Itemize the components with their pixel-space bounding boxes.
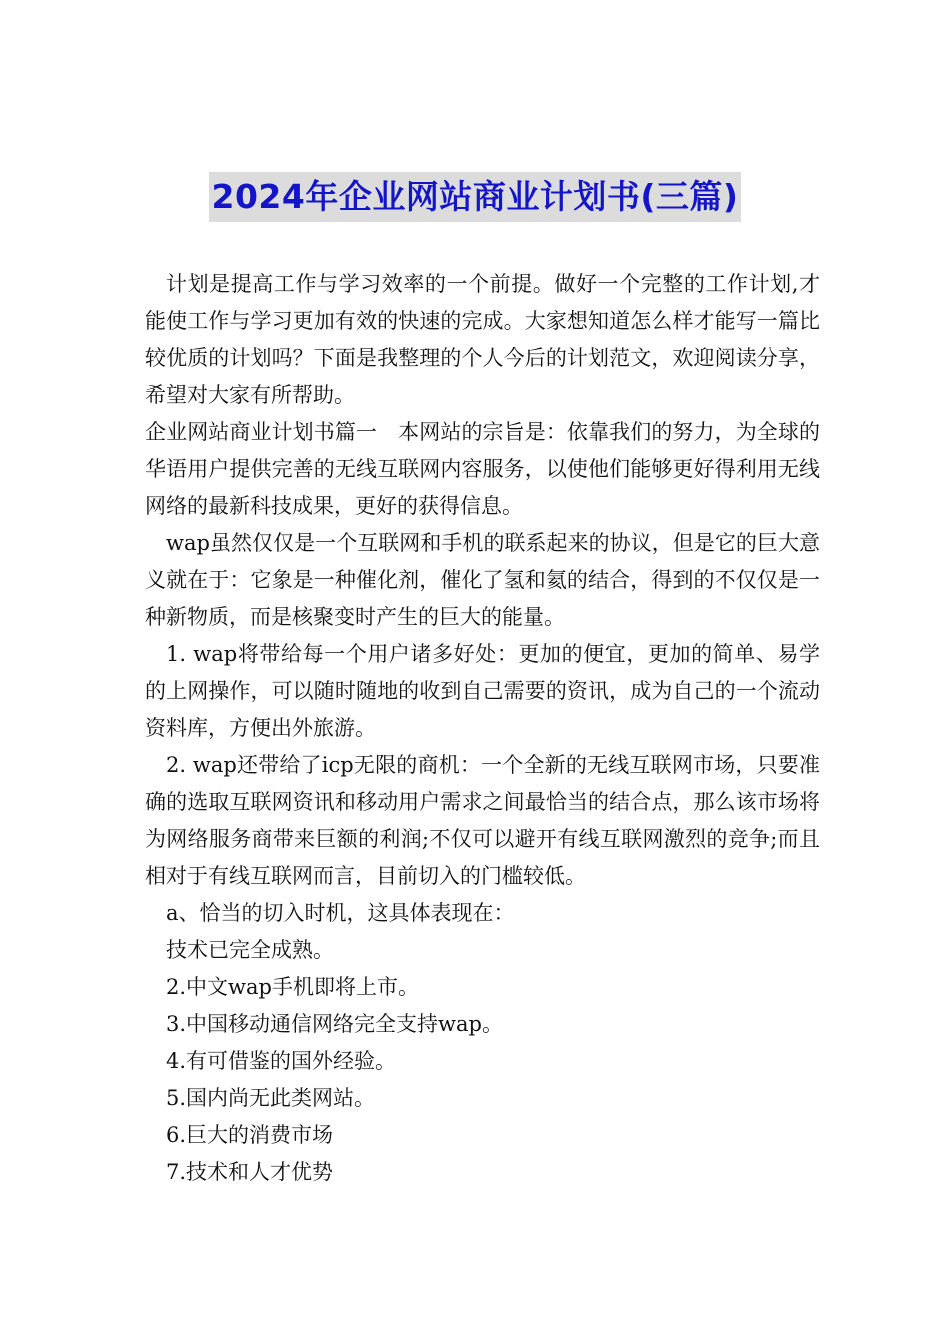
- paragraph-wap-meaning: wap虽然仅仅是一个互联网和手机的联系起来的协议，但是它的巨大意义就在于：它象是一种催化剂，催化了氢和氦的结合，得到的不仅仅是一种新物质，而是核聚变时产生的巨大的能量。: [145, 531, 820, 629]
- paragraph-wap-business: 2. wap还带给了icp无限的商机：一个全新的无线互联网市场，只要准确的选取互联网资讯和移动用户需求之间最恰当的结合点，那么该市场将为网络服务商带来巨额的利润;不仅可以避开有线互联网激烈的竞争;而且相对于有线互联网而言，目前切入的门槛较低。: [145, 753, 820, 888]
- title-container: [0, 172, 950, 222]
- list-item: 4.有可借鉴的国外经验。: [166, 1049, 397, 1073]
- document-title: 2024年企业网站商业计划书(三篇): [209, 172, 740, 222]
- paragraph-intro: 计划是提高工作与学习效率的一个前提。做好一个完整的工作计划,才能使工作与学习更加有效的快速的完成。大家想知道怎么样才能写一篇比较优质的计划吗？下面是我整理的个人今后的计划范文，欢迎阅读分享，希望对大家有所帮助。: [145, 272, 820, 407]
- paragraph-wap-benefits: 1. wap将带给每一个用户诸多好处：更加的便宜，更加的简单、易学的上网操作，可以随时随地的收到自己需要的资讯，成为自己的一个流动资料库，方便出外旅游。: [145, 642, 820, 740]
- document-body: [145, 266, 820, 1191]
- list-item: 7.技术和人才优势: [166, 1160, 334, 1184]
- list-item: a、恰当的切入时机，这具体表现在：: [166, 901, 515, 925]
- list-item: 技术已完全成熟。: [166, 938, 334, 962]
- list-item: 6.巨大的消费市场: [166, 1123, 334, 1147]
- list-item: 5.国内尚无此类网站。: [166, 1086, 376, 1110]
- advantage-list: [145, 895, 820, 1191]
- list-item: 3.中国移动通信网络完全支持wap。: [166, 1012, 503, 1036]
- list-item: 2.中文wap手机即将上市。: [166, 975, 419, 999]
- paragraph-section-one: 企业网站商业计划书篇一 本网站的宗旨是：依靠我们的努力，为全球的华语用户提供完善的无线互联网内容服务，以使他们能够更好得利用无线网络的最新科技成果，更好的获得信息。: [145, 420, 820, 518]
